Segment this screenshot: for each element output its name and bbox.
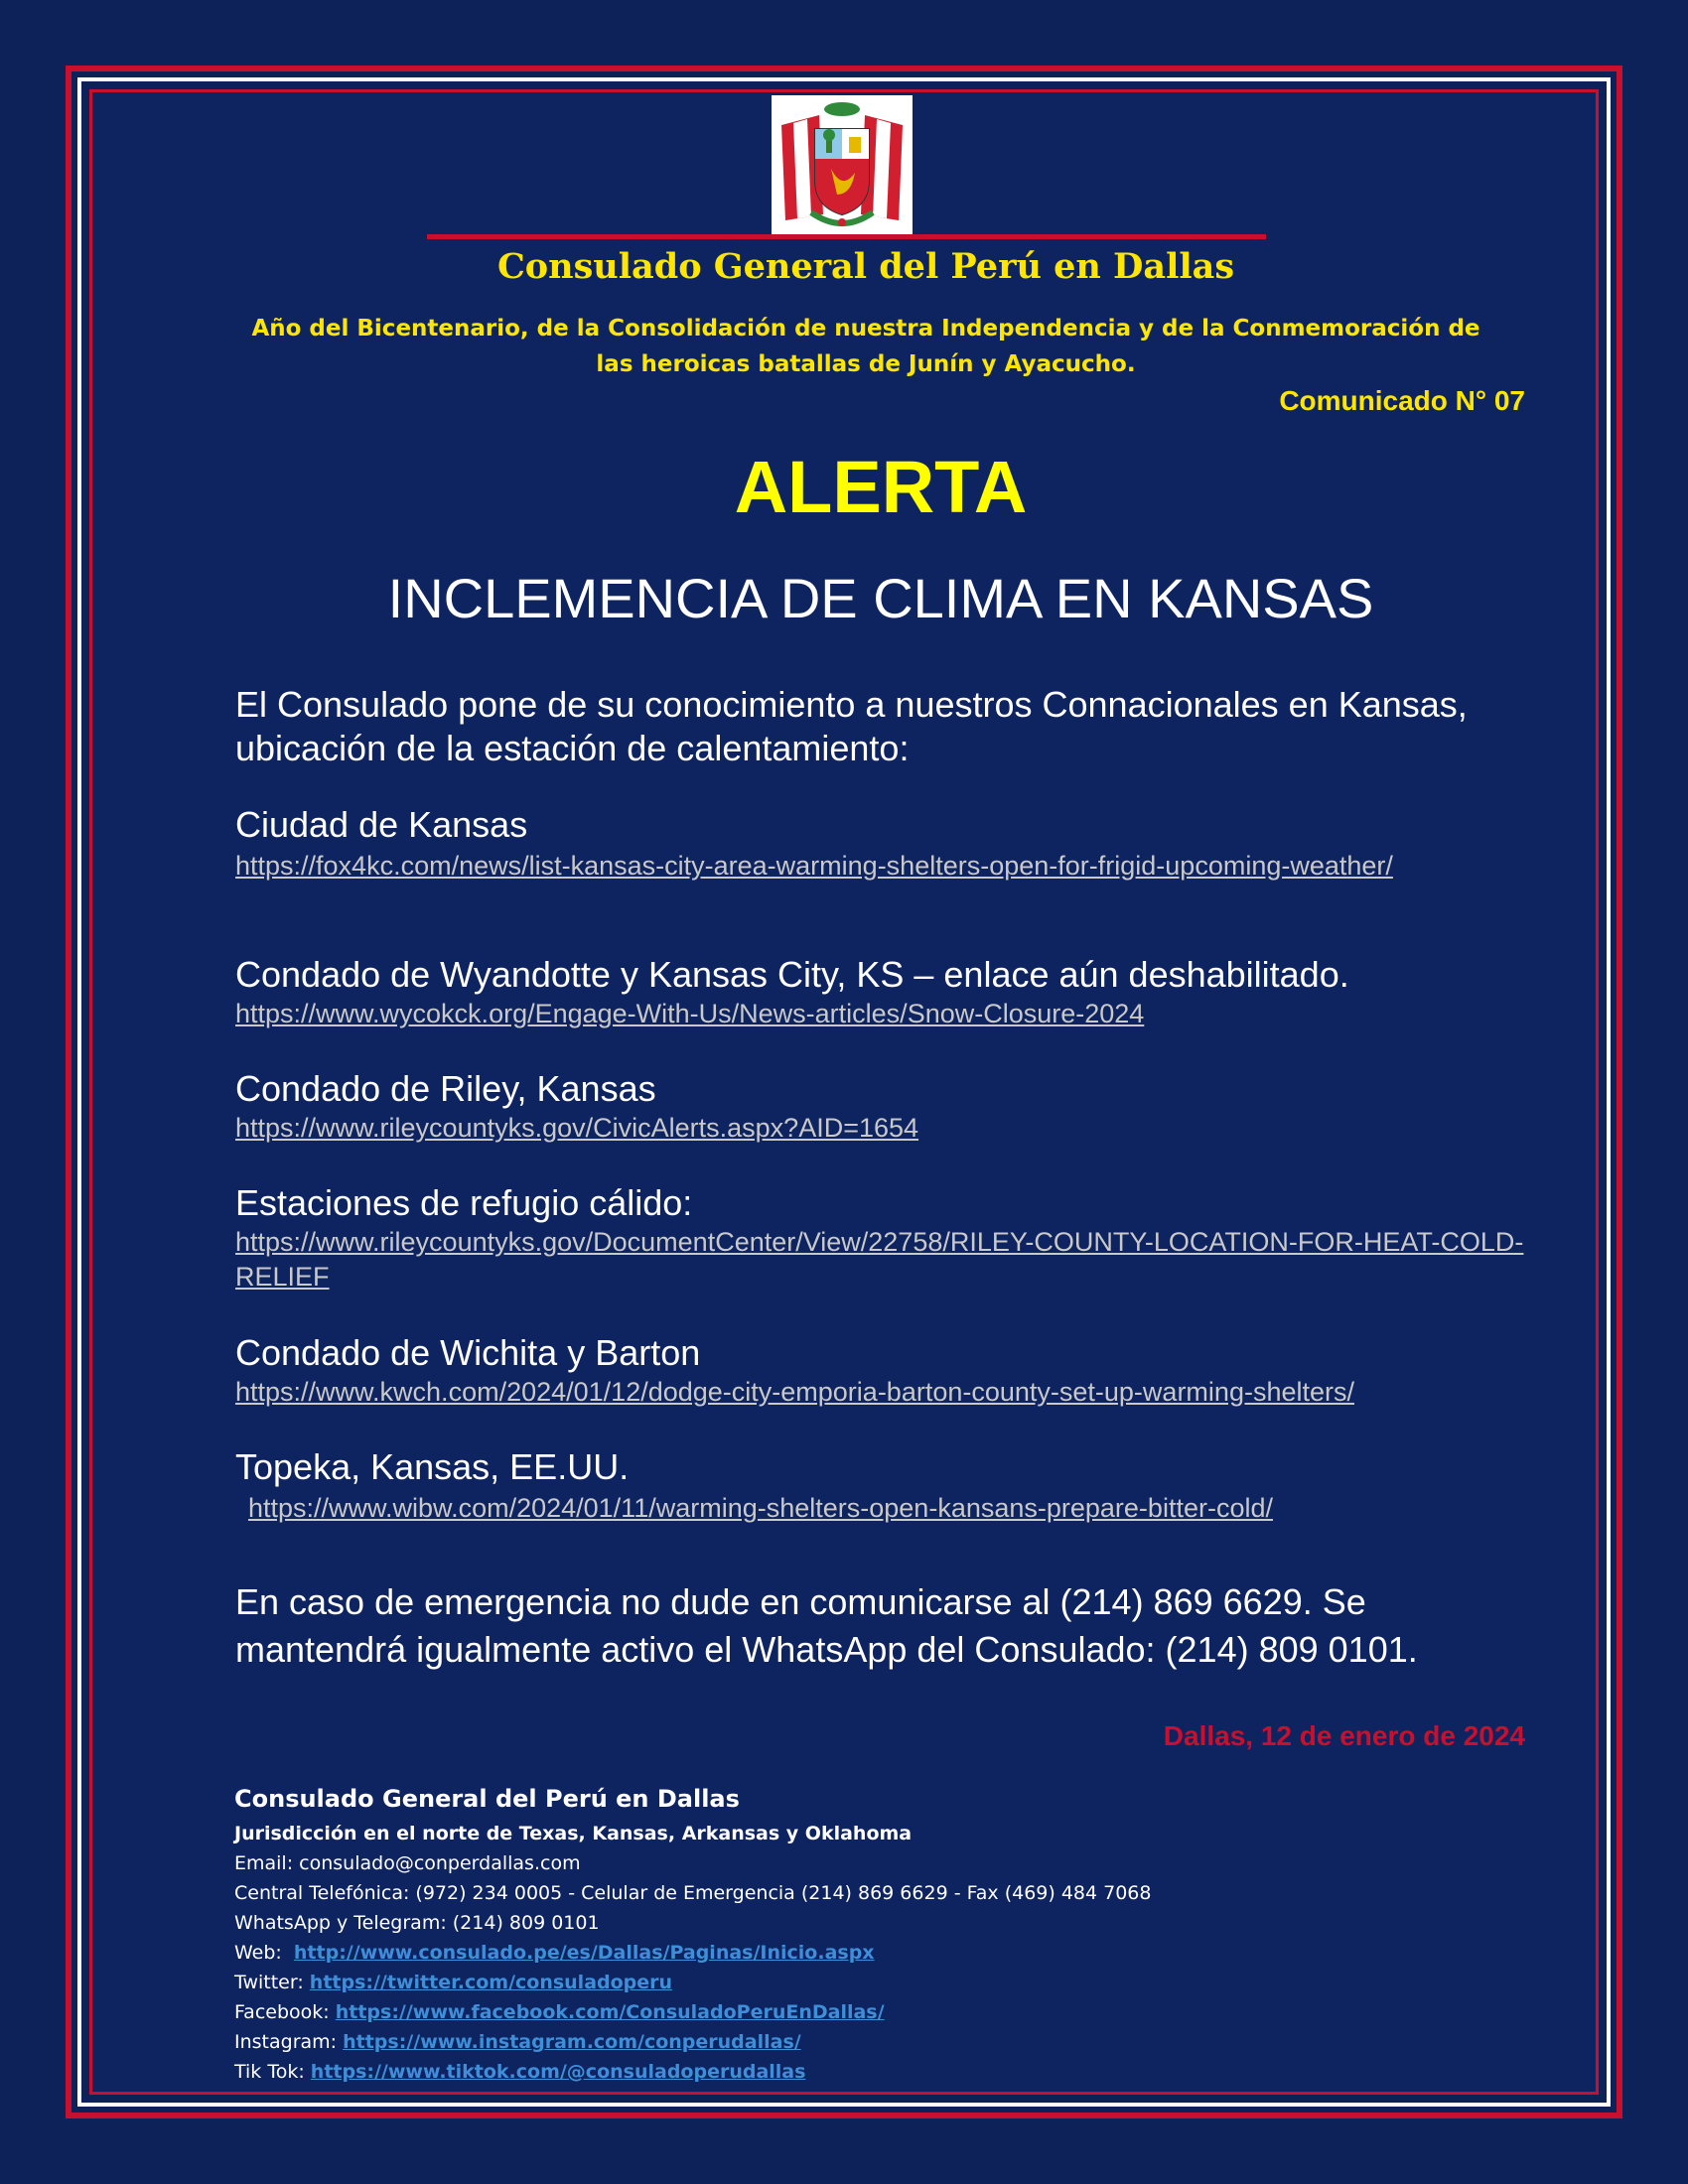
entry-link-topeka[interactable]: https://www.wibw.com/2024/01/11/warming-shelters-open-kansans-prepare-bitter-cold/	[248, 1493, 1273, 1523]
year-motto: Año del Bicentenario, de la Consolidación de nuestra Independencia y de la Conmemoración de las heroicas batallas de Junín y Ayacucho.	[251, 316, 1480, 377]
footer-jurisdiction: Jurisdicción en el norte de Texas, Kansas, Arkansas y Oklahoma	[234, 1823, 913, 1844]
footer-twitter-label: Twitter:	[234, 1972, 310, 1993]
entry-link-riley[interactable]: https://www.rileycountyks.gov/CivicAlerts.aspx?AID=1654	[235, 1113, 919, 1143]
footer-twitter-row	[234, 1968, 1545, 1997]
footer-tiktok-label: Tik Tok:	[234, 2061, 311, 2083]
footer-web-row	[234, 1938, 1545, 1968]
entry-title-riley: Condado de Riley, Kansas	[235, 1068, 656, 1109]
header-rule	[427, 234, 1266, 239]
entry-link-wyandotte[interactable]: https://www.wycokck.org/Engage-With-Us/News-articles/Snow-Closure-2024	[235, 999, 1145, 1028]
footer-instagram-link[interactable]: https://www.instagram.com/conperudallas/	[343, 2031, 801, 2053]
footer-facebook-link[interactable]: https://www.facebook.com/ConsuladoPeruEnDallas/	[335, 2001, 885, 2023]
entry-link-wichita-barton[interactable]: https://www.kwch.com/2024/01/12/dodge-city-emporia-barton-county-set-up-warming-shelters/	[235, 1377, 1354, 1407]
communique-number: Comunicado N° 07	[1279, 385, 1525, 416]
consulate-title: Consulado General del Perú en Dallas	[496, 246, 1235, 287]
footer-web-link[interactable]: http://www.consulado.pe/es/Dallas/Paginas/Inicio.aspx	[293, 1942, 875, 1964]
issue-date: Dallas, 12 de enero de 2024	[1163, 1720, 1525, 1751]
entry-link-kansas-city[interactable]: https://fox4kc.com/news/list-kansas-city-area-warming-shelters-open-for-frigid-upcoming-weather/	[235, 851, 1393, 881]
entry-link-warm-refuge[interactable]: https://www.rileycountyks.gov/DocumentCenter/View/22758/RILEY-COUNTY-LOCATION-FOR-HEAT-COLD-RELIEF	[235, 1227, 1524, 1292]
footer-whatsapp: WhatsApp y Telegram: (214) 809 0101	[234, 1912, 600, 1934]
entry-title-warm-refuge: Estaciones de refugio cálido:	[235, 1182, 693, 1223]
footer-facebook-row	[234, 1997, 1545, 2027]
footer-tiktok-link[interactable]: https://www.tiktok.com/@consuladoperudallas	[310, 2061, 806, 2083]
entry-title-wyandotte: Condado de Wyandotte y Kansas City, KS – enlace aún deshabilitado.	[235, 954, 1349, 995]
alert-subtitle: INCLEMENCIA DE CLIMA EN KANSAS	[387, 567, 1374, 629]
footer-instagram-row	[234, 2027, 1545, 2057]
intro-paragraph: El Consulado pone de su conocimiento a nuestros Connacionales en Kansas, ubicación de la estación de calentamiento:	[235, 684, 1468, 768]
footer-instagram-label: Instagram:	[234, 2031, 344, 2053]
footer-web-label: Web:	[234, 1942, 294, 1964]
footer-tiktok-row	[234, 2057, 1545, 2087]
entry-title-wichita-barton: Condado de Wichita y Barton	[235, 1332, 701, 1373]
emergency-paragraph: En caso de emergencia no dude en comunicarse al (214) 869 6629. Se mantendrá igualmente activo el WhatsApp del Consulado: (214) 809 0101.	[235, 1581, 1418, 1670]
footer-email: Email: consulado@conperdallas.com	[234, 1852, 581, 1874]
footer-phones: Central Telefónica: (972) 234 0005 - Celular de Emergencia (214) 869 6629 - Fax (469) 484 7068	[234, 1882, 1152, 1904]
footer-consulate-name: Consulado General del Perú en Dallas	[234, 1785, 740, 1813]
entry-title-kansas-city: Ciudad de Kansas	[235, 804, 528, 845]
footer	[234, 1779, 1545, 2087]
peru-coat-of-arms-icon	[772, 95, 913, 234]
footer-facebook-label: Facebook:	[234, 2001, 336, 2023]
alert-heading: ALERTA	[734, 446, 1028, 528]
footer-twitter-link[interactable]: https://twitter.com/consuladoperu	[309, 1972, 673, 1993]
entry-title-topeka: Topeka, Kansas, EE.UU.	[235, 1446, 630, 1487]
